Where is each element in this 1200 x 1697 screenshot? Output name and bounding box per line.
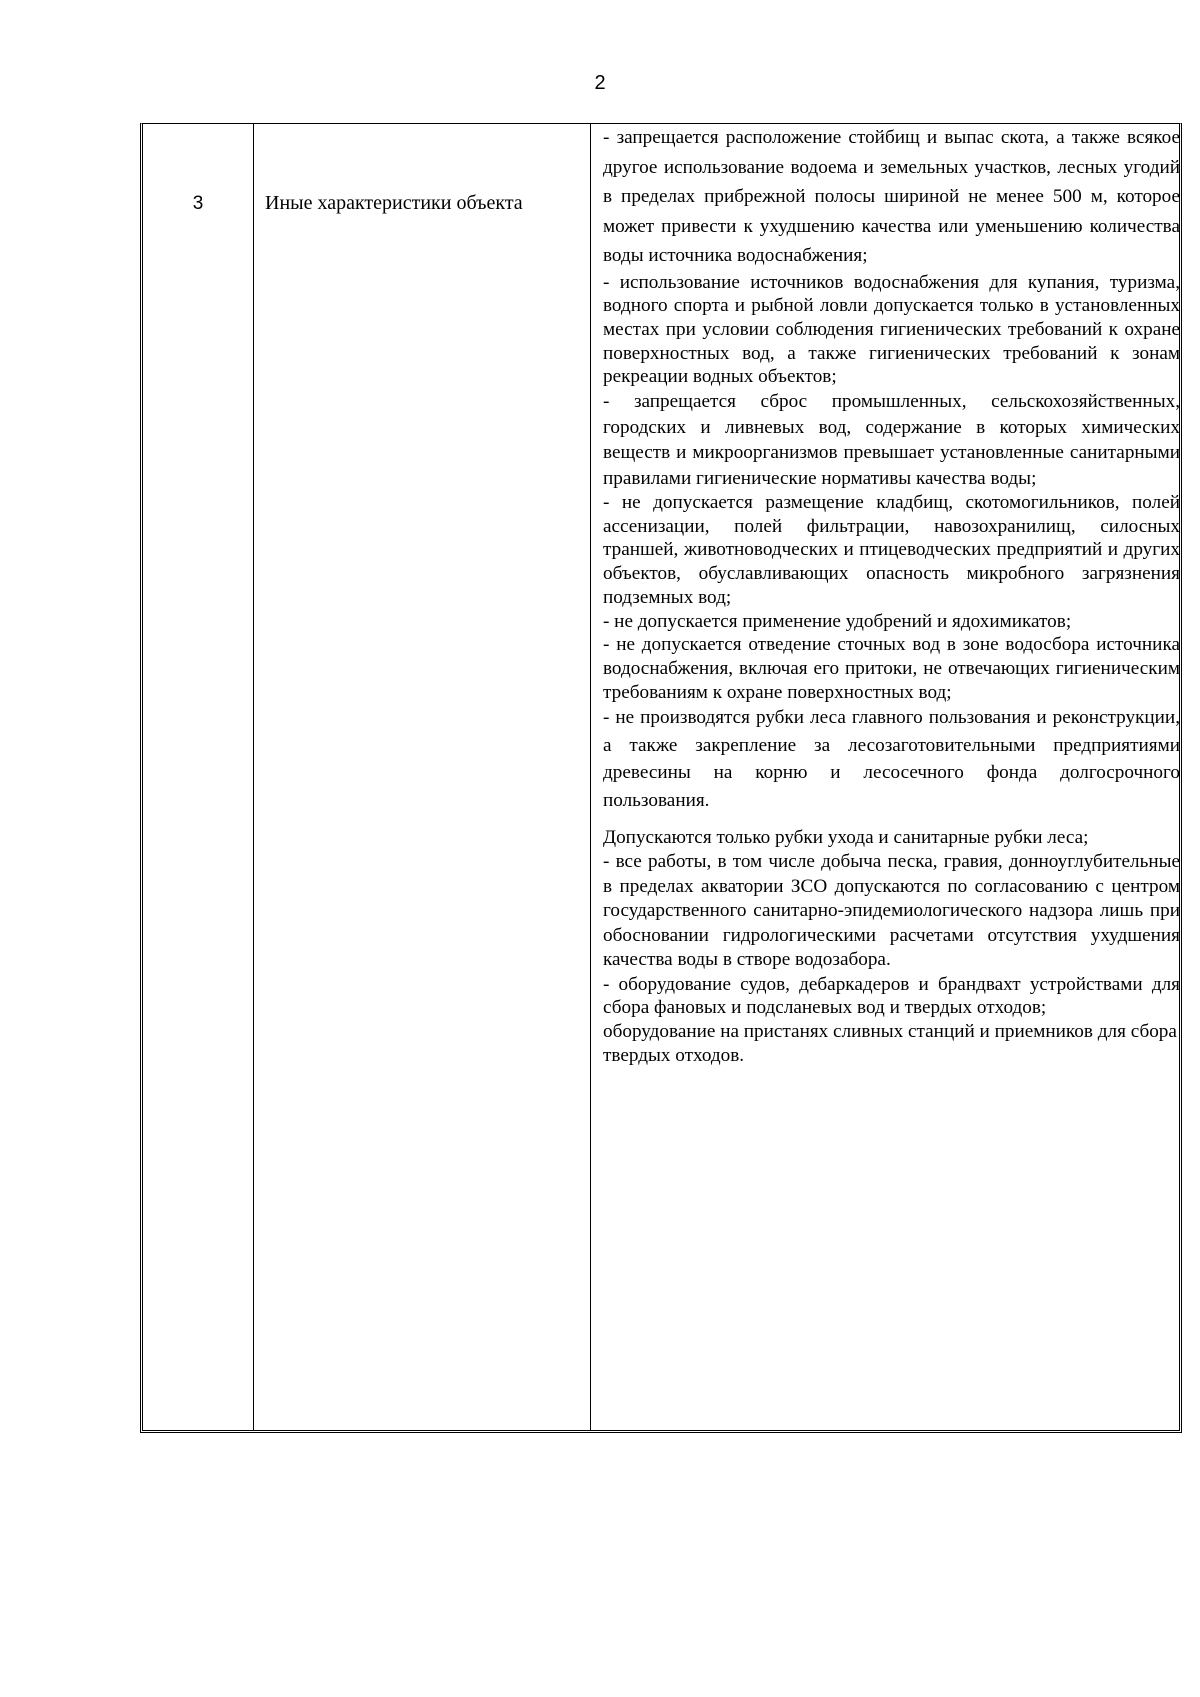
row-number-cell: 3 bbox=[192, 193, 204, 214]
content-paragraph: Допускаются только рубки ухода и санитарные рубки леса; bbox=[603, 827, 1089, 849]
content-paragraph: - не производятся рубки леса главного пользования и реконструкции, а также закрепление за лесозаготовительными предприятиями древесины на корню и лесосечного фонда долгосрочного пользования. bbox=[603, 707, 1180, 811]
content-paragraph: - оборудование судов, дебаркадеров и брандвахт устройствами для сбора фановых и подсланевых вод и твердых отходов; bbox=[603, 973, 1180, 1019]
column-divider-1 bbox=[253, 124, 254, 1430]
content-paragraph: - не допускается отведение сточных вод в зоне водосбора источника водоснабжения, включая его притоки, не отвечающих гигиеническим требованиям к охране поверхностных вод; bbox=[603, 634, 1180, 703]
content-paragraph: - запрещается сброс промышленных, сельскохозяйственных, городских и ливневых вод, содержание в которых химических веществ и микроорганизмов превышает установленные санитарными правилами гигиенические нормативы качества воды; bbox=[603, 391, 1180, 489]
column-divider-2 bbox=[590, 124, 591, 1430]
content-paragraph: - запрещается расположение стойбищ и выпас скота, а также всякое другое использование водоема и земельных участков, лесных угодий в пределах прибрежной полосы шириной не менее 500 м, которое может привести к ухудшению качества или уменьшению количества воды источника водоснабжения; bbox=[603, 127, 1180, 266]
row-name-cell: Иные характеристики объекта bbox=[265, 192, 523, 214]
content-paragraph: - не допускается размещение кладбищ, скотомогильников, полей ассенизации, полей фильтрации, навозохранилищ, силосных траншей, животноводческих и птицеводческих предприятий и других объектов, обуславливающих опасность микробного загрязнения подземных вод; bbox=[603, 492, 1180, 608]
content-paragraph: - использование источников водоснабжения для купания, туризма, водного спорта и рыбной ловли допускается только в установленных местах при условии соблюдения гигиенических требований к охране поверхностных вод, а также гигиенических требований к зонам рекреации водных объектов; bbox=[603, 271, 1180, 388]
row-content-cell bbox=[603, 123, 1180, 1067]
page-number: 2 bbox=[594, 72, 606, 94]
content-paragraph: - не допускается применение удобрений и ядохимикатов; bbox=[603, 610, 1072, 632]
content-paragraph: оборудование на пристанях сливных станций и приемников для сбора твердых отходов. bbox=[603, 1020, 1177, 1066]
characteristics-table bbox=[140, 123, 1182, 1433]
content-paragraph: - все работы, в том числе добыча песка, гравия, донноуглубительные в пределах акватории ЗСО допускаются по согласованию с центром государственного санитарно-эпидемиологического надзора лишь при обосновании гидрологическими расчетами отсутствия ухудшения качества воды в створе водозабора. bbox=[603, 851, 1180, 971]
